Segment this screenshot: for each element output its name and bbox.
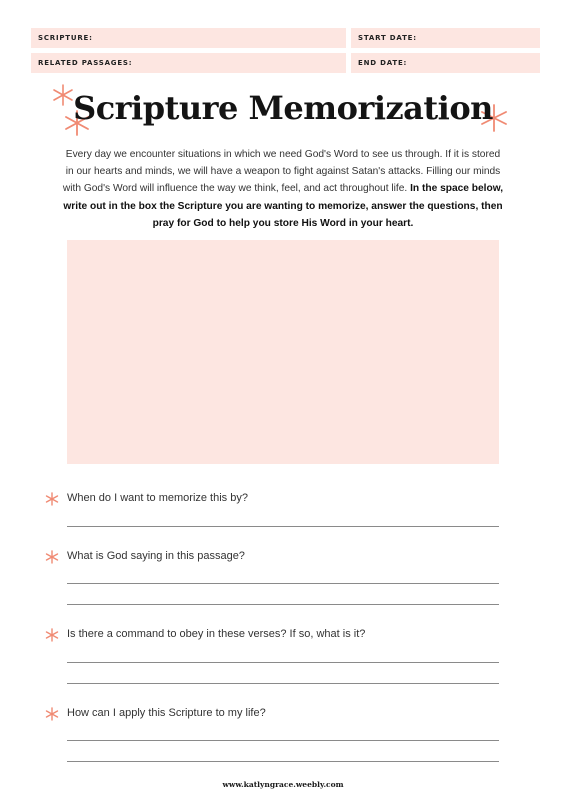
intro-instructions: In the space below, write out in the box the Scripture you are wanting to memorize, answer the questions, then pray for God to help you store His Word in your heart. bbox=[63, 183, 504, 229]
question-text: When do I want to memorize this by? bbox=[67, 492, 248, 504]
scripture-field[interactable] bbox=[31, 28, 346, 48]
scripture-writing-box[interactable] bbox=[67, 240, 499, 464]
intro-paragraph bbox=[62, 146, 504, 232]
asterisk-bullet-icon bbox=[45, 492, 59, 506]
answer-line[interactable] bbox=[67, 683, 499, 684]
related-passages-label: RELATED PASSAGES: bbox=[38, 59, 133, 67]
answer-line[interactable] bbox=[67, 604, 499, 605]
answer-line[interactable] bbox=[67, 583, 499, 584]
start-date-label: START DATE: bbox=[358, 34, 417, 42]
end-date-field[interactable] bbox=[351, 53, 540, 73]
start-date-field[interactable] bbox=[351, 28, 540, 48]
question-text: How can I apply this Scripture to my life? bbox=[67, 707, 266, 719]
asterisk-bullet-icon bbox=[45, 707, 59, 721]
answer-line[interactable] bbox=[67, 526, 499, 527]
page-title: Scripture Memorization bbox=[73, 89, 493, 127]
end-date-label: END DATE: bbox=[358, 59, 408, 67]
question-text: Is there a command to obey in these verses? If so, what is it? bbox=[67, 628, 366, 640]
asterisk-bullet-icon bbox=[45, 628, 59, 642]
related-passages-field[interactable] bbox=[31, 53, 346, 73]
scripture-label: SCRIPTURE: bbox=[38, 34, 93, 42]
answer-line[interactable] bbox=[67, 761, 499, 762]
asterisk-bullet-icon bbox=[45, 550, 59, 564]
question-text: What is God saying in this passage? bbox=[67, 550, 245, 562]
answer-line[interactable] bbox=[67, 740, 499, 741]
answer-line[interactable] bbox=[67, 662, 499, 663]
intro-text: Every day we encounter situations in which we need God's Word to see us through. If it is stored in our hearts and minds, we will have a weapon to fight against Satan's attacks. Filling our minds with God's Word will influence the way we think, feel, and act throughout life. bbox=[62, 149, 501, 195]
footer-url: www.katlyngrace.weebly.com bbox=[222, 780, 344, 789]
